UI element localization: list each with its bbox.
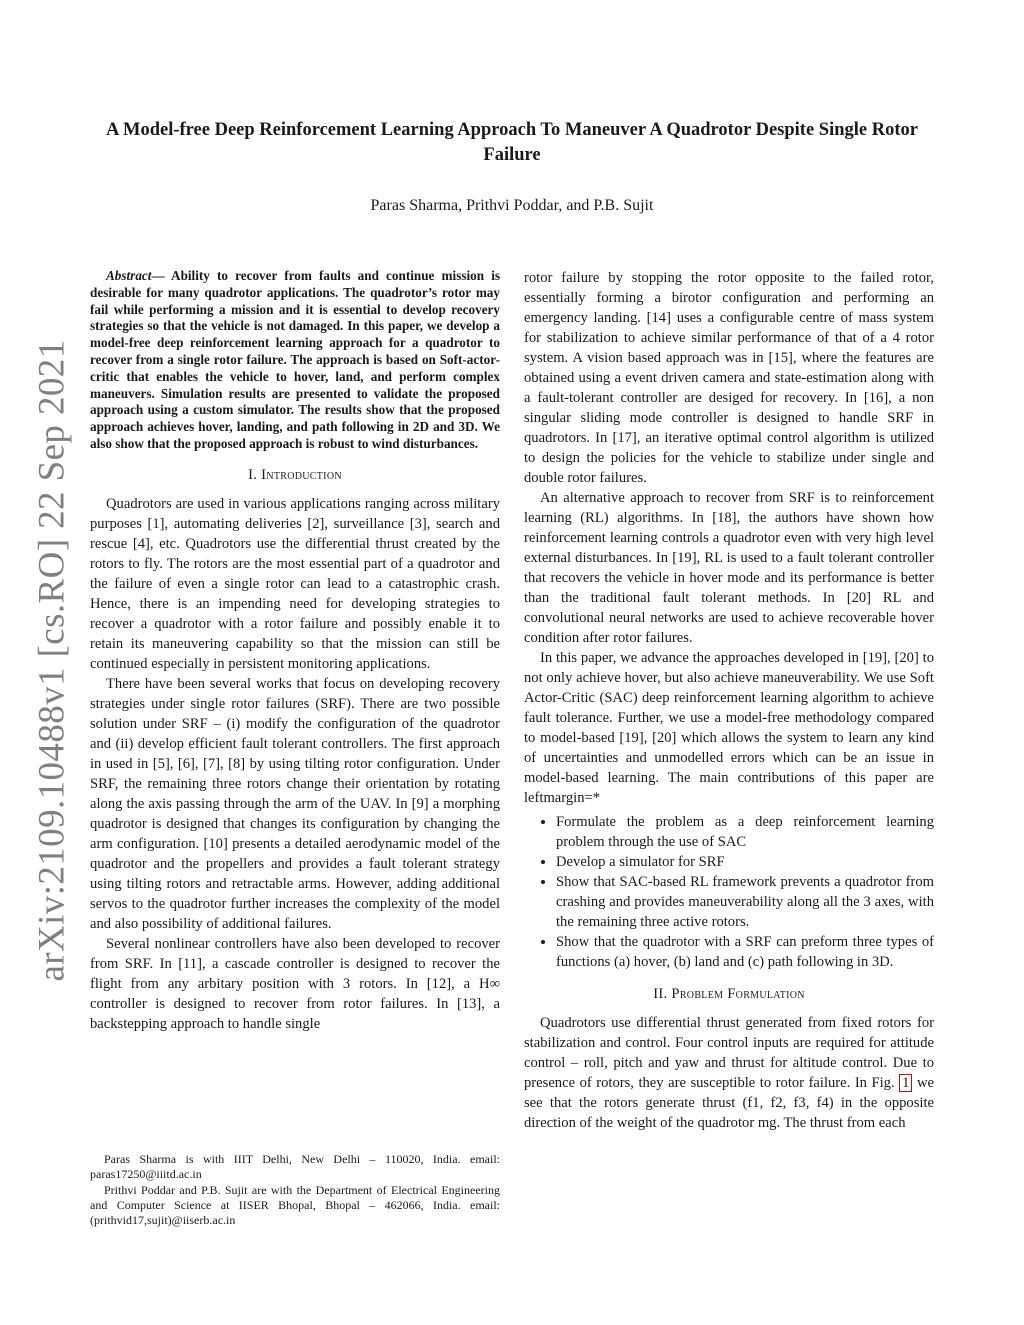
paper-title: A Model-free Deep Reinforcement Learning Approach To Maneuver A Quadrotor Despite Single Rotor Failure [106, 120, 918, 165]
contributions-list [524, 812, 934, 972]
abstract-label: Abstract [106, 268, 152, 283]
intro-paragraph-3: Several nonlinear controllers have also been developed to recover from SRF. In [11], a cascade controller is designed to recover the flight from any arbitary position with 3 rotors. In [12], a H∞ controller is designed to recover from rotor failures. In [13], a backstepping approach to handle single [90, 935, 500, 1032]
footnote-1: Paras Sharma is with IIIT Delhi, New Delhi – 110020, India. email: paras17250@iiitd.ac.in [90, 1152, 500, 1181]
section-heading-introduction: I. Introduction [248, 466, 342, 483]
section-heading-problem-formulation: II. Problem Formulation [653, 986, 805, 1002]
arxiv-identifier-text: arXiv:2109.10488v1 [cs.RO] 22 Sep 2021 [31, 338, 73, 982]
abstract-text: — Ability to recover from faults and continue mission is desirable for many quadrotor applications. The quadrotor’s rotor may fail while performing a mission and it is essential to develop recovery strategies so that the vehicle is not damaged. In this paper, we develop a model-free deep reinforcement learning approach for a quadrotor to recover from a single rotor failure. The approach is based on Soft-actor-critic that enables the vehicle to hover, land, and perform complex maneuvers. Simulation results are presented to validate the proposed approach using a custom simulator. The results show that the proposed approach achieves hover, landing, and path following in 2D and 3D. We also show that the proposed approach is robust to wind disturbances. [90, 268, 500, 451]
intro-paragraph-2: There have been several works that focus on developing recovery strategies under single rotor failures (SRF). There are two possible solution under SRF – (i) modify the configuration of the quadrotor and (ii) develop efficient fault tolerant controllers. The first approach in used in [5], [6], [7], [8] by using tilting rotor configuration. Under SRF, the remaining three rotors change their orientation by rotating along the axis passing through the arm of the UAV. In [9] a morphing quadrotor is designed that changes its configuration by changing the arm configuration. [10] presents a detailed aerodynamic model of the quadrotor and the propellers and provides a fault tolerant strategy using tilting rotors and retractable arms. However, adding additional servos to the quadrotor further increases the complexity of the model and also possibility of additional failures. [90, 675, 500, 932]
intro-paragraph-1: Quadrotors are used in various applications ranging across military purposes [1], automating deliveries [2], surveillance [3], search and rescue [4], etc. Quadrotors use the differential thrust created by the rotors to fly. The rotors are the most essential part of a quadrotor and the failure of even a single rotor can lead to a catastrophic crash. Hence, there is an impending need for developing strategies to recover a quadrotor with a rotor failure and possibly enable it to retain its maneuvering capability so that the mission can still be continued especially in persistent monitoring applications. [90, 495, 500, 672]
list-item: • Develop a simulator for SRF [556, 852, 934, 872]
arxiv-identifier [22, 338, 82, 982]
intro-paragraph-5: In this paper, we advance the approaches developed in [19], [20] to not only achieve hover, but also achieve maneuverability. We use Soft Actor-Critic (SAC) deep reinforcement learning algorithm to achieve fault tolerance. Further, we use a model-free methodology compared to model-based [19], [20] which allows the system to learn any kind of uncertainties and unmodelled errors which can be an issue in model-based learning. The main contributions of this paper are leftmargin=* [524, 650, 934, 806]
author-list: Paras Sharma, Prithvi Poddar, and P.B. Sujit [370, 197, 654, 214]
list-item: • Show that SAC-based RL framework prevents a quadrotor from crashing and provides maneuverability along all the 3 axes, with the remaining three active rotors. [556, 872, 934, 932]
footnote-2: Prithvi Poddar and P.B. Sujit are with the Department of Electrical Engineering and Computer Science at IISER Bhopal, Bhopal – 462066, India. email: (prithvid17,sujit)@iiserb.ac.in [90, 1183, 500, 1227]
footnotes [90, 1152, 500, 1229]
intro-paragraph-4: An alternative approach to recover from SRF is to reinforcement learning (RL) algorithms. In [18], the authors have shown how reinforcement learning controls a quadrotor even with very high level external disturbances. In [19], RL is used to a fault tolerant controller that recovers the vehicle in hover mode and its performance is better than the traditional fault tolerant methods. In [20] RL and convolutional neural networks are used to achieve recoverable hover condition after rotor failures. [524, 490, 934, 646]
abstract [90, 268, 500, 453]
problem-paragraph-1 [524, 1013, 934, 1133]
problem-text-part-2: we see that the rotors generate thrust (f1, f2, f3, f4) in the opposite direction of the weight of the quadrotor mg. The thrust from each [524, 1075, 935, 1131]
list-item: • Show that the quadrotor with a SRF can preform three types of functions (a) hover, (b) land and (c) path following in 3D. [556, 932, 934, 972]
left-column [90, 268, 500, 1034]
problem-text-part-1: Quadrotors use differential thrust generated from fixed rotors for stabilization and control. Four control inputs are required for attitude control – roll, pitch and yaw and thrust for altitude control. Due to presence of rotors, they are susceptible to rotor failure. In Fig. [524, 1015, 934, 1091]
intro-paragraph-3-continued: rotor failure by stopping the rotor opposite to the failed rotor, essentially forming a birotor configuration and performing an emergency landing. [14] uses a configurable centre of mass system for stabilization to achieve similar performance of that of a 4 rotor system. A vision based approach was in [15], where the features are obtained using a event driven camera and state-estimation along with a fault-tolerant controller are desiged for recovery. In [16], a non singular sliding mode controller is designed to handle SRF in quadrotors. In [17], an iterative optimal control algorithm is utilized to design the policies for the vehicle to stabilize under single and double rotor failures. [524, 270, 934, 486]
right-column [524, 268, 934, 1133]
list-item: • Formulate the problem as a deep reinforcement learning problem through the use of SAC [556, 812, 934, 852]
figure-reference-link[interactable]: 1 [899, 1074, 912, 1092]
